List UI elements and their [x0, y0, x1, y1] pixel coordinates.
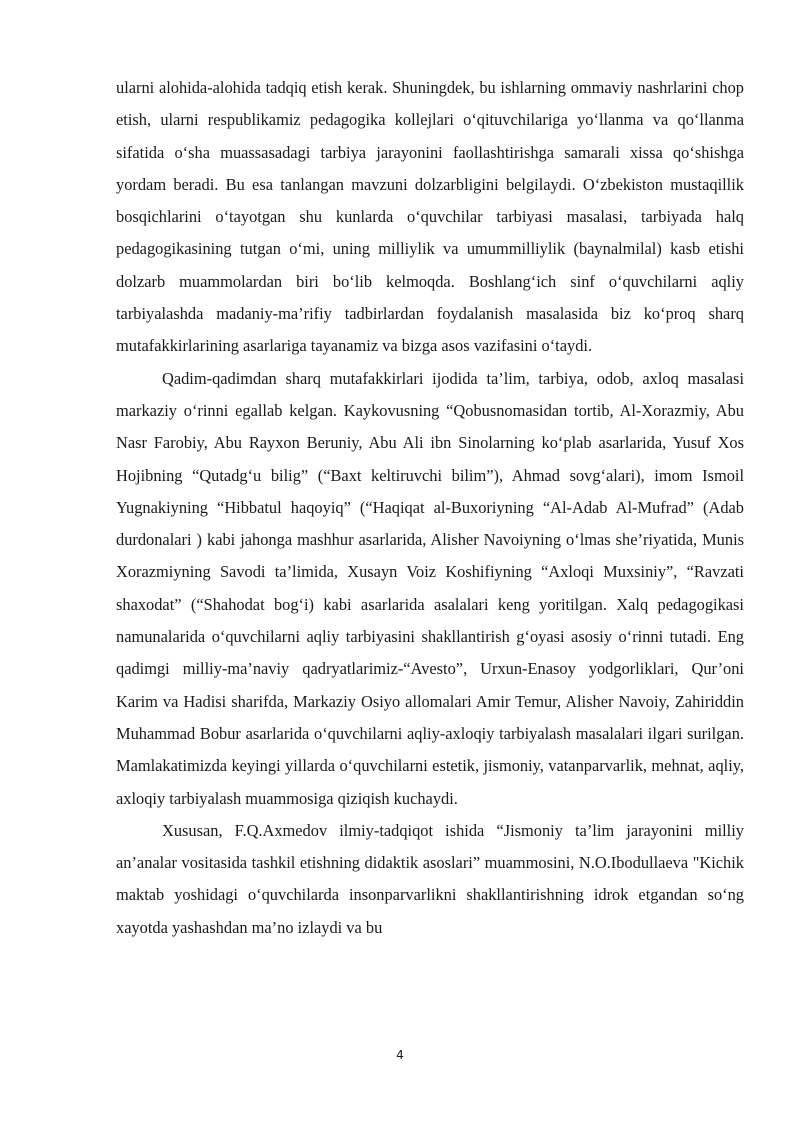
- page-number: 4: [396, 1048, 404, 1062]
- paragraph-2: Qadim-qadimdan sharq mutafakkirlari ijodida ta’lim, tarbiya, odob, axloq masalasi markaziy o‘rinni egallab kelgan. Kaykovusning “Qobusnomasidan tortib, Al-Xorazmiy, Abu Nasr Farobiy, Abu Rayxon Beruniy, Abu Ali ibn Sinolarning ko‘plab asarlarida, Yusuf Xos Hojibning “Qutadg‘u bilig” (“Baxt keltiruvchi bilim”), Ahmad sovg‘alari), imom Ismoil Yugnakiyning “Hibbatul haqoyiq” (“Haqiqat al-Buxoriyning “Al-Adab Al-Mufrad” (Adab durdonalari ) kabi jahonga mashhur asarlarida, Alisher Navoiyning o‘lmas she’riyatida, Munis Xorazmiyning Savodi ta’limida, Xusayn Voiz Koshifiyning “Axloqi Muxsiniy”, “Ravzati shaxodat” (“Shahodat bog‘i) kabi asarlarida asalalari keng yoritilgan. Xalq pedagogikasi namunalarida o‘quvchilarni aqliy tarbiyasini shakllantirish g‘oyasi asosiy o‘rinni tutadi. Eng qadimgi milliy-ma’naviy qadryatlarimiz-“Avesto”, Urxun-Enasoy yodgorliklari, Qur’oni Karim va Hadisi sharifda, Markaziy Osiyo allomalari Amir Temur, Alisher Navoiy, Zahiriddin Muhammad Bobur asarlarida o‘quvchilarni aqliy-axloqiy tarbiyalash masalalari ilgari surilgan. Mamlakatimizda keyingi yillarda o‘quvchilarni estetik, jismoniy, vatanparvarlik, mehnat, aqliy, axloqiy tarbiyalash muammosiga qiziqish kuchaydi.: [116, 368, 744, 808]
- body-text: [116, 72, 744, 944]
- paragraph-1: ularni alohida-alohida tadqiq etish kerak. Shuningdek, bu ishlarning ommaviy nashrlarini chop etish, ularni respublikamiz pedagogika kollejlari o‘qituvchilariga yo‘llanma va qo‘llanma sifatida o‘sha muassasadagi tarbiya jarayonini faollashtirishga samarali xissa qo‘shishga yordam beradi. Bu esa tanlangan mavzuni dolzarbligini belgilaydi. O‘zbekiston mustaqillik bosqichlarini o‘tayotgan shu kunlarda o‘quvchilar tarbiyasi masalasi, tarbiyada halq pedagogikasining tutgan o‘mi, uning milliylik va umummilliylik (baynalmilal) kasb etishi dolzarb muammolardan biri bo‘lib kelmoqda. Boshlang‘ich sinf o‘quvchilarni aqliy tarbiyalashda madaniy-ma’rifiy tadbirlardan foydalanish masalasida biz ko‘proq sharq mutafakkirlarining asarlariga tayanamiz va bizga asos vazifasini o‘taydi.: [116, 78, 744, 356]
- paragraph-3: Xususan, F.Q.Axmedov ilmiy-tadqiqot ishida “Jismoniy ta’lim jarayonini milliy an’analar vositasida tashkil etishning didaktik asoslari” muammosini, N.O.Ibodullaeva "Kichik maktab yoshidagi o‘quvchilarda insonparvarlikni shakllantirishning idrok etgandan so‘ng xayotda yashashdan ma’no izlaydi va bu: [116, 820, 744, 937]
